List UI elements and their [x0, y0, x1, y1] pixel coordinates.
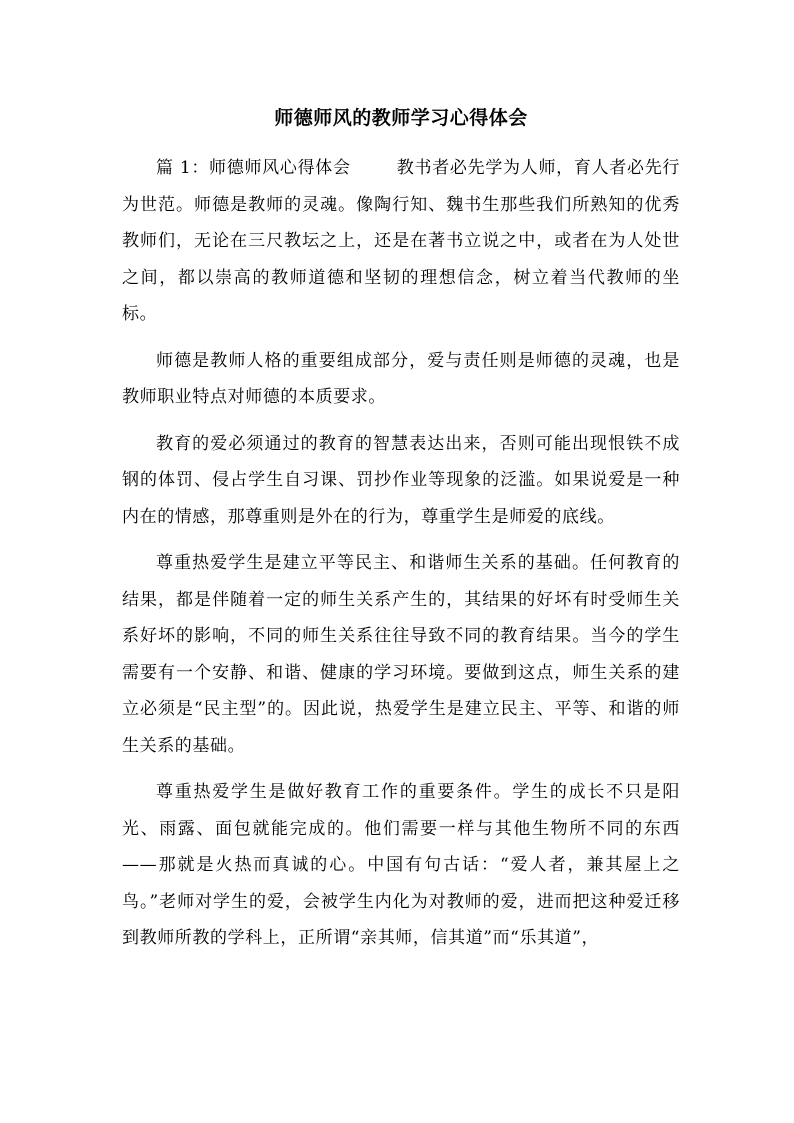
document-title: 师德师风的教师学习心得体会 [274, 107, 528, 129]
paragraph-intro [122, 150, 680, 333]
paragraph-4: 尊重热爱学生是建立平等民主、和谐师生关系的基础。任何教育的结果，都是伴随着一定的师生关系产生的，其结果的好坏有时受师生关系好坏的影响，不同的师生关系往往导致不同的教育结果。当今的学生需要有一个安静、和谐、健康的学习环境。要做到这点，师生关系的建立必须是“民主型”的。因此说，热爱学生是建立民主、平等、和谐的师生关系的基础。 [122, 553, 680, 756]
paragraph-2: 师德是教师人格的重要组成部分，爱与责任则是师德的灵魂，也是教师职业特点对师德的本质要求。 [122, 350, 680, 407]
intro-heading: 篇 1：师德师风心得体会 [156, 158, 351, 178]
paragraph-text: 教书者必先学为人师，育人者必先行为世范。师德是教师的灵魂。像陶行知、魏书生那些我们所熟知的优秀教师们，无论在三尺教坛之上，还是在著书立说之中，或者在为人处世之间，都以崇高的教师道德和坚韧的理想信念，树立着当代教师的坐标。 [122, 158, 680, 324]
paragraph-5: 尊重热爱学生是做好教育工作的重要条件。学生的成长不只是阳光、雨露、面包就能完成的。他们需要一样与其他生物所不同的东西——那就是火热而真诚的心。中国有句古话：“爱人者，兼其屋上之鸟。”老师对学生的爱，会被学生内化为对教师的爱，进而把这种爱迁移到教师所教的学科上，正所谓“亲其师，信其道”而“乐其道”， [122, 782, 680, 948]
paragraph-3: 教育的爱必须通过的教育的智慧表达出来，否则可能出现恨铁不成钢的体罚、侵占学生自习课、罚抄作业等现象的泛滥。如果说爱是一种内在的情感，那尊重则是外在的行为，尊重学生是师爱的底线。 [122, 433, 680, 527]
